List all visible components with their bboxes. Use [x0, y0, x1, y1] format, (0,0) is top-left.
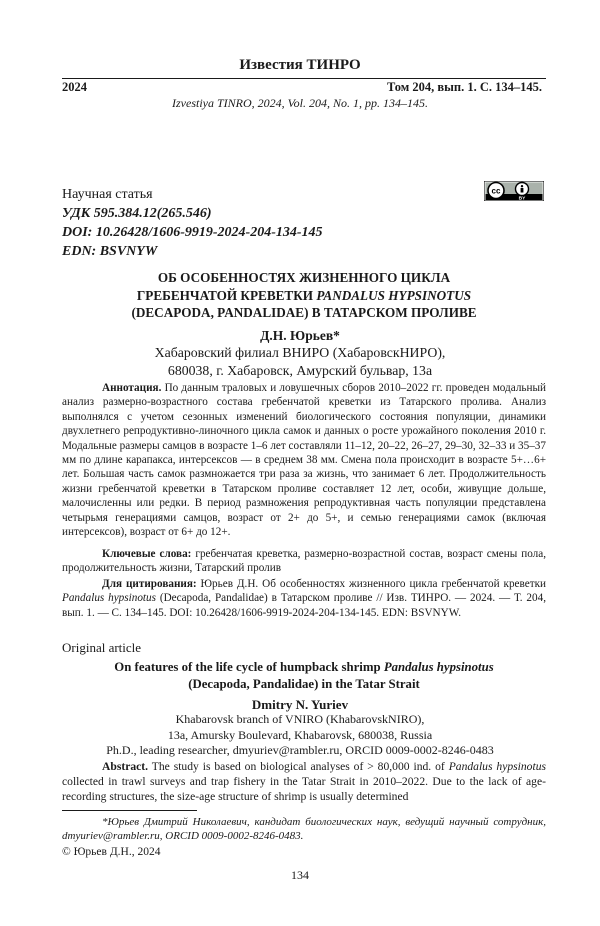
keywords-ru: Ключевые слова: гребенчатая креветка, размерно-возрастной состав, возраст смены пола, продолжительность жизни, Татарский пролив	[62, 548, 546, 575]
species-name: PANDALUS HYPSINOTUS	[316, 287, 472, 303]
citation-label: Для цитирования:	[102, 578, 197, 590]
cc-by-license-badge[interactable]	[484, 181, 544, 201]
title-ru-line-3: (DECAPODA, PANDALIDAE) В ТАТАРСКОМ ПРОЛИВЕ	[131, 305, 477, 320]
abstract-label: Аннотация.	[102, 382, 162, 394]
author-contact[interactable]: Ph.D., leading researcher, dmyuriev@rambler.ru, ORCID 0009-0002-8246-0483	[106, 743, 494, 757]
doi: DOI: 10.26428/1606-9919-2024-204-134-145	[62, 225, 323, 240]
license-label: BY	[518, 196, 526, 201]
title-ru-line-1: ОБ ОСОБЕННОСТЯХ ЖИЗНЕННОГО ЦИКЛА	[157, 270, 451, 285]
international-citation: Izvestiya TINRO, 2024, Vol. 204, No. 1, pp. 134–145.	[172, 96, 428, 110]
author-footnote: *Юрьев Дмитрий Николаевич, кандидат биологических наук, ведущий научный сотрудник, dmyuriev@rambler.ru, ORCID 0009-0002-8246-0483.	[62, 816, 546, 843]
udc-code: УДК 595.384.12(265.546)	[62, 206, 212, 221]
journal-name: Известия ТИНРО	[239, 57, 361, 73]
footnote-divider	[62, 810, 197, 811]
species-name-en: Pandalus hypsinotus	[383, 660, 494, 674]
header-rule	[62, 78, 546, 79]
citation-ru: Для цитирования: Юрьев Д.Н. Об особенностях жизненного цикла гребенчатой креветки Pandalus hypsinotus (Decapoda, Pandalidae) в Татарском проливе // Изв. ТИНРО. — 2024. — Т. 204, вып. 1. — С. 134–145. DOI: 10.26428/1606-9919-2024-204-134-145. EDN: BSVNYW.	[62, 578, 547, 619]
article-title-en: On features of the life cycle of humpback shrimp Pandalus hypsinotus (Decapoda, Pandalidae) in the Tatar Strait	[114, 660, 494, 691]
abstract-en: Abstract. The study is based on biological analyses of > 80,000 ind. of Pandalus hypsinotus collected in trawl surveys and trap fishery in the Tatar Strait in 2010–2022. Due to the lack of age-recording structures, the size-age structure of shrimp is usually determined	[62, 760, 546, 803]
issue-year: 2024	[62, 80, 87, 94]
attribution-person-icon	[516, 183, 529, 196]
copyright: © Юрьев Д.Н., 2024	[62, 846, 161, 858]
keywords-label: Ключевые слова:	[102, 548, 192, 560]
title-ru-line-2: ГРЕБЕНЧАТОЙ КРЕВЕТКИ PANDALUS HYPSINOTUS	[136, 287, 472, 303]
affiliation-en: Khabarovsk branch of VNIRO (KhabarovskNIRO), 13a, Amursky Boulevard, Khabarovsk, 680038, Russia Ph.D., leading researcher, dmyuriev@rambler.ru, ORCID 0009-0002-8246-0483	[0, 712, 600, 759]
article-title-ru	[60, 269, 548, 322]
author-ru: Д.Н. Юрьев*	[260, 328, 340, 343]
svg-text:cc: cc	[491, 186, 501, 196]
affiliation-ru: Хабаровский филиал ВНИРО (ХабаровскНИРО), 680038, г. Хабаровск, Амурский бульвар, 13а	[154, 345, 446, 378]
original-article-label: Original article	[62, 640, 142, 655]
abstract-ru: Аннотация. По данным траловых и ловушечных сборов 2010–2022 гг. проведен модальный анализ размерно-возрастного состава гребенчатой креветки из Татарского пролива. Анализ выполнялся с учетом сезонных изменений биологического состояния популяции, динамики двухлетнего репродуктивно-линочного цикла самок и данных о росте урожайного поколения 2010 г. Модальные размеры самцов в возрасте 1–6 лет составляли 11–12, 20–22, 26–27, 29–30, 32–33 и 35–37 мм по длине карапакса, интерсексов — в среднем 38 мм. Смена пола происходит в возрасте 5+…6+ лет. Большая часть самок размножается три раза за жизнь, что занимает 6 лет. Продолжительность жизни гребенчатой креветки в Татарском проливе составляет 12 лет, особи, живущие дольше, малочисленны или редки. В период размножения репродуктивная часть популяции представлена четырьмя генерациями самцов, возраст от 2+ до 5+, и семью генерациями самок (включая интерсексов), возраст от 6+ до 12+.	[62, 382, 546, 539]
page-number: 134	[291, 868, 309, 882]
article-type: Научная статья	[62, 187, 153, 202]
volume-reference: Том 204, вып. 1. С. 134–145.	[386, 80, 542, 94]
abstract-label-en: Abstract.	[102, 760, 149, 773]
cc-icon	[488, 183, 504, 199]
author-en: Dmitry N. Yuriev	[251, 697, 349, 712]
edn: EDN: BSVNYW	[62, 244, 158, 259]
